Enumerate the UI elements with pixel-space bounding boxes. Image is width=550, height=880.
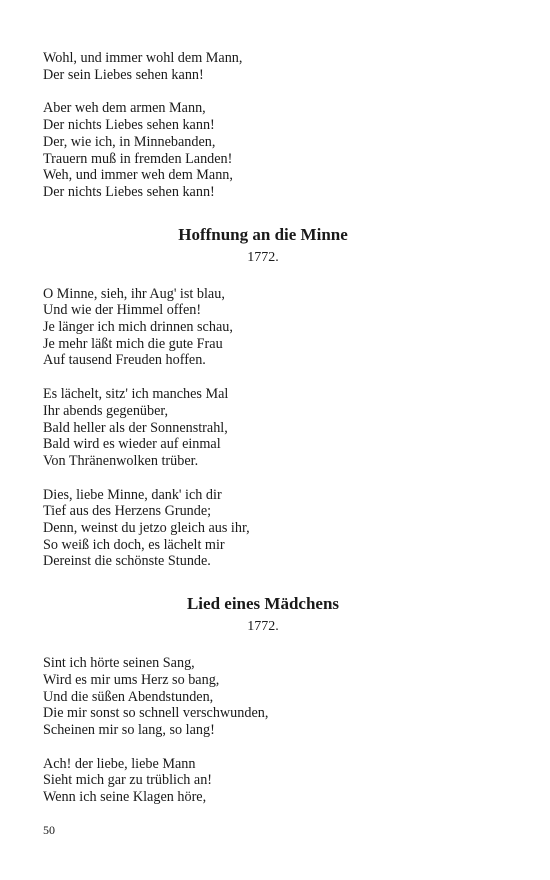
verse-line: Je mehr läßt mich die gute Frau <box>43 335 223 352</box>
stanza <box>43 50 483 83</box>
verse-line: Der, wie ich, in Minnebanden, <box>43 133 216 150</box>
verse-line: Und wie der Himmel offen! <box>43 302 202 319</box>
verse-line: Wohl, und immer wohl dem Mann, <box>43 50 243 66</box>
stanza <box>43 286 483 370</box>
verse-line: Bald heller als der Sonnenstrahl, <box>43 419 228 436</box>
opening-stanzas <box>43 50 483 201</box>
poem-title: Lied eines Mädchens <box>186 594 340 614</box>
stanza <box>43 756 483 806</box>
verse-line: So weiß ich doch, es lächelt mir <box>43 536 225 553</box>
verse-line: Aber weh dem armen Mann, <box>43 100 206 117</box>
verse-line: Tief aus des Herzens Grunde; <box>43 503 212 520</box>
verse-line: Und die süßen Abendstunden, <box>43 688 214 705</box>
verse-line: Wenn ich seine Klagen höre, <box>43 789 207 806</box>
verse-line: Die mir sonst so schnell verschwunden, <box>43 705 269 722</box>
verse-line: Der nichts Liebes sehen kann! <box>43 117 215 134</box>
poem-year: 1772. <box>247 249 279 265</box>
verse-line: Bald wird es wieder auf einmal <box>43 436 221 453</box>
verse-line: Von Thränenwolken trüber. <box>43 452 199 469</box>
poem-year: 1772. <box>247 619 279 635</box>
verse-line: Weh, und immer weh dem Mann, <box>43 167 233 184</box>
page-number: 50 <box>43 823 55 837</box>
stanza <box>43 655 483 739</box>
verse-line: Es lächelt, sitz' ich manches Mal <box>43 386 229 403</box>
verse-line: Je länger ich mich drinnen schau, <box>43 319 233 336</box>
verse-line: Auf tausend Freuden hoffen. <box>43 352 206 369</box>
poem-lied-eines-maedchens <box>43 594 483 806</box>
verse-line: Dereinst die schönste Stunde. <box>43 553 211 570</box>
verse-line: Dies, liebe Minne, dank' ich dir <box>43 486 222 503</box>
verse-line: Der nichts Liebes sehen kann! <box>43 183 215 200</box>
verse-line: Sieht mich gar zu trüblich an! <box>43 772 213 789</box>
stanza <box>43 100 483 200</box>
verse-line: Ach! der liebe, liebe Mann <box>43 755 196 772</box>
verse-line: Ihr abends gegenüber, <box>43 402 169 419</box>
book-page <box>43 50 483 823</box>
verse-line: Sint ich hörte seinen Sang, <box>43 655 195 672</box>
verse-line: Der sein Liebes sehen kann! <box>43 66 204 83</box>
verse-line: O Minne, sieh, ihr Aug' ist blau, <box>43 285 225 302</box>
poem-hoffnung-an-die-minne <box>43 225 483 571</box>
stanza <box>43 386 483 470</box>
verse-line: Scheinen mir so lang, so lang! <box>43 721 215 738</box>
verse-line: Denn, weinst du jetzo gleich aus ihr, <box>43 520 250 537</box>
stanza <box>43 487 483 571</box>
verse-line: Trauern muß in fremden Landen! <box>43 150 233 167</box>
verse-line: Wird es mir ums Herz so bang, <box>43 671 220 688</box>
poem-title: Hoffnung an die Minne <box>178 224 348 244</box>
